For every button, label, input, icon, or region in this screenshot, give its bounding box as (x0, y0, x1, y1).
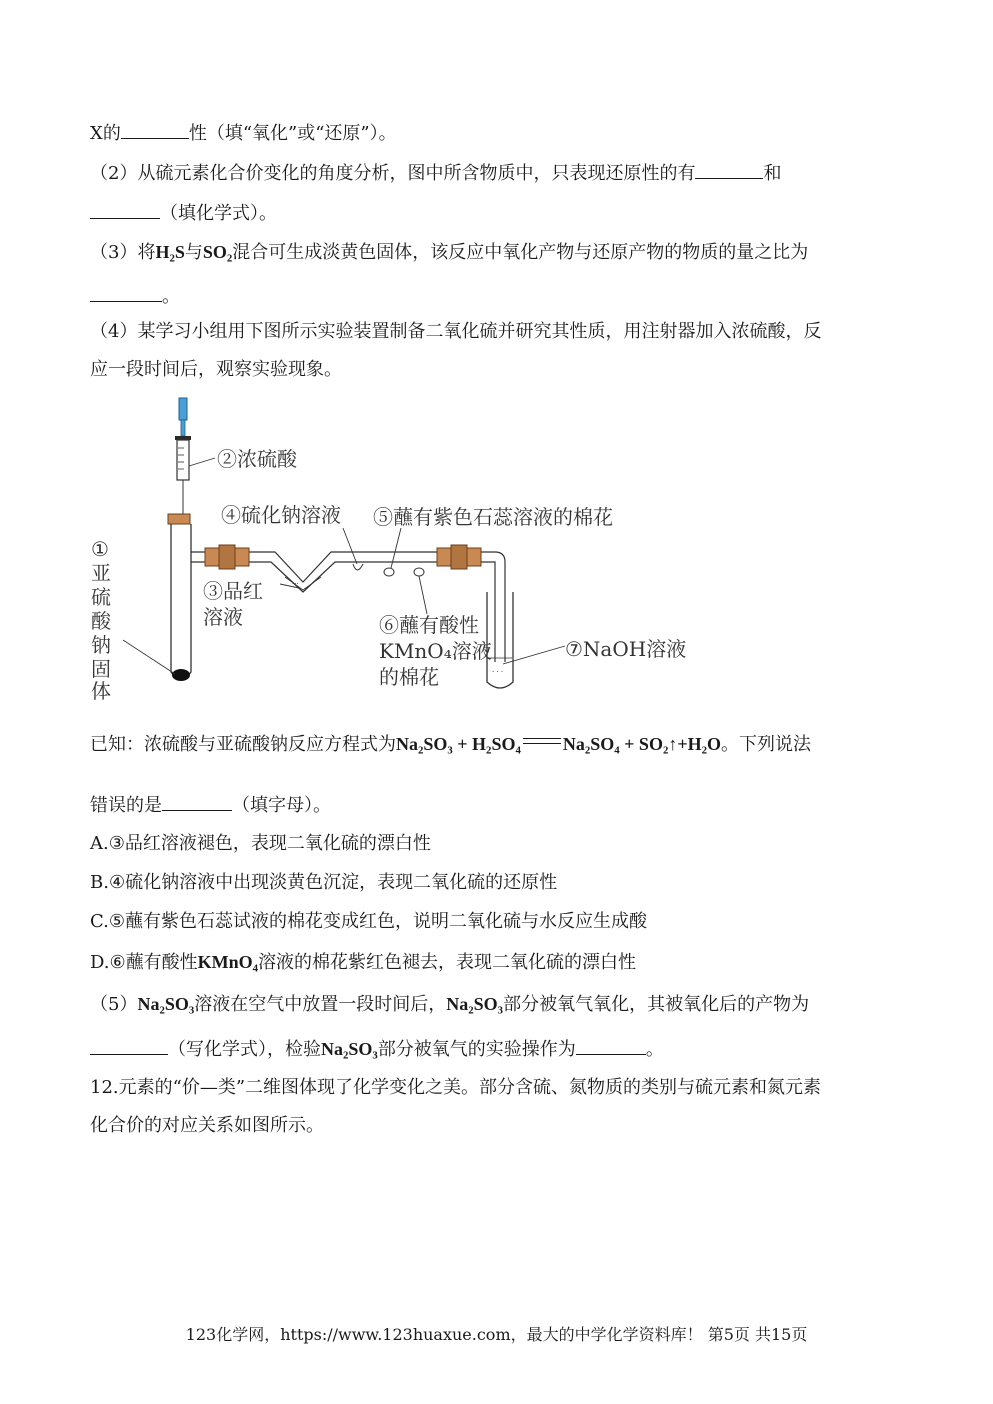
answer-blank[interactable] (121, 120, 189, 139)
text: C.⑤蘸有紫色石蕊试液的棉花变成红色，说明二氧化硫与水反应生成酸 (90, 911, 647, 932)
text-line-6 (90, 320, 821, 344)
q5-line-2 (90, 1036, 664, 1062)
label-1-char: 钠 (91, 633, 111, 657)
text: 。 (645, 1039, 664, 1060)
text: 。 (162, 286, 180, 307)
text: （填字母）。 (232, 795, 331, 816)
label-sodium-sulfide: ④硫化钠溶液 (221, 503, 341, 527)
text: 溶液的棉花紫红色褪去，表现二氧化硫的漂白性 (258, 952, 637, 973)
label-litmus-cotton: ⑤蘸有紫色石蕊溶液的棉花 (373, 505, 613, 529)
equation-reactants: Na₂SO₃ + H₂SO₄ (396, 734, 521, 754)
formula-so2: SO₂ (202, 242, 233, 262)
svg-text:···: ··· (292, 580, 299, 588)
answer-blank[interactable] (576, 1036, 646, 1055)
text-line-9 (90, 792, 331, 818)
answer-blank[interactable] (162, 792, 232, 811)
text: 12.元素的“价—类”二维图体现了化学变化之美。部分含硫、氮物质的类别与硫元素和氮元素 (90, 1077, 822, 1098)
page-footer: 123化学网，https://www.123huaxue.com，最大的中学化学资料库！ 第5页 共15页 (185, 1325, 808, 1344)
text: 部分被氧气的实验操作为 (377, 1039, 576, 1060)
label-kmno4-line2: KMnO₄溶液 (379, 639, 492, 663)
text: A.③品红溶液褪色，表现二氧化硫的漂白性 (90, 833, 431, 854)
text: B.④硫化钠溶液中出现淡黄色沉淀，表现二氧化硫的还原性 (90, 872, 558, 893)
label-pinhong-solution: 溶液 (203, 605, 243, 629)
text: 和 (763, 163, 782, 184)
formula-h2s: H₂S (155, 242, 185, 262)
formula-na2so3: Na₂SO₃ (321, 1039, 378, 1059)
formula-kmno4: KMnO₄ (197, 952, 259, 972)
text: 与 (184, 242, 203, 263)
text-line-3 (90, 200, 277, 226)
label-conc-sulfuric-acid: ②浓硫酸 (217, 447, 297, 471)
option-c (90, 910, 647, 934)
text: 错误的是 (90, 795, 162, 816)
apparatus-diagram (85, 392, 705, 704)
label-kmno4-line1: ⑥蘸有酸性 (379, 613, 479, 637)
text: （填化学式）。 (160, 203, 277, 224)
q5-line-1 (90, 992, 809, 1017)
text: （5） (90, 994, 138, 1015)
text: X的 (90, 123, 121, 144)
leader-lines (123, 458, 565, 674)
label-1-char: 酸 (91, 609, 111, 633)
text-line-5 (90, 283, 180, 309)
equation-products: Na₂SO₄ + SO₂↑+H₂O (562, 734, 721, 754)
label-1-char: 亚 (91, 561, 111, 585)
known-equation-line (90, 732, 811, 757)
syringe (175, 398, 191, 516)
label-1-char: ① (91, 537, 109, 561)
text: D.⑥蘸有酸性 (90, 952, 198, 973)
text: 化合价的对应关系如图所示。 (90, 1115, 324, 1136)
text: （写化学式），检验 (168, 1039, 321, 1060)
q12-line-2 (90, 1114, 324, 1138)
text: 溶液在空气中放置一段时间后， (194, 994, 447, 1015)
label-1-char: 固 (91, 657, 111, 681)
text: 性（填“氧化”或“还原”）。 (188, 123, 397, 144)
text: （3）将 (90, 242, 156, 263)
option-b (90, 871, 557, 895)
text: （2）从硫元素化合价变化的角度分析，图中所含物质中，只表现还原性的有 (90, 163, 696, 184)
svg-text:· · ·: · · · (492, 668, 504, 676)
text-line-7 (90, 358, 342, 382)
answer-blank[interactable] (90, 200, 160, 219)
text: 。下列说法 (721, 734, 811, 755)
reaction-tube (168, 514, 191, 681)
label-1-char: 硫 (91, 585, 111, 609)
answer-blank[interactable] (90, 1036, 168, 1055)
text: 已知：浓硫酸与亚硫酸钠反应方程式为 (90, 734, 396, 755)
option-a (90, 832, 431, 856)
label-1-char: 体 (91, 679, 111, 703)
answer-blank[interactable] (90, 283, 162, 302)
formula-na2so3: Na₂SO₃ (446, 994, 504, 1014)
text-line-2 (90, 160, 781, 186)
label-kmno4-line3: 的棉花 (379, 665, 439, 689)
answer-blank[interactable] (695, 160, 763, 179)
formula-na2so3: Na₂SO₃ (137, 994, 195, 1014)
equals-sign (523, 738, 561, 750)
q12-line-1 (90, 1076, 821, 1100)
text: 应一段时间后，观察实验现象。 (90, 359, 342, 380)
text: 混合可生成淡黄色固体，该反应中氧化产物与还原产物的物质的量之比为 (232, 242, 809, 263)
text: 部分被氧气氧化，其被氧化后的产物为 (503, 994, 810, 1015)
label-naoh: ⑦NaOH溶液 (565, 637, 687, 661)
text-line-4 (90, 240, 808, 265)
option-d (90, 950, 636, 975)
label-pinhong: ③品红 (203, 579, 263, 603)
text: （4）某学习小组用下图所示实验装置制备二氧化硫并研究其性质，用注射器加入浓硫酸，反 (90, 321, 822, 342)
text-line-1 (90, 120, 397, 146)
